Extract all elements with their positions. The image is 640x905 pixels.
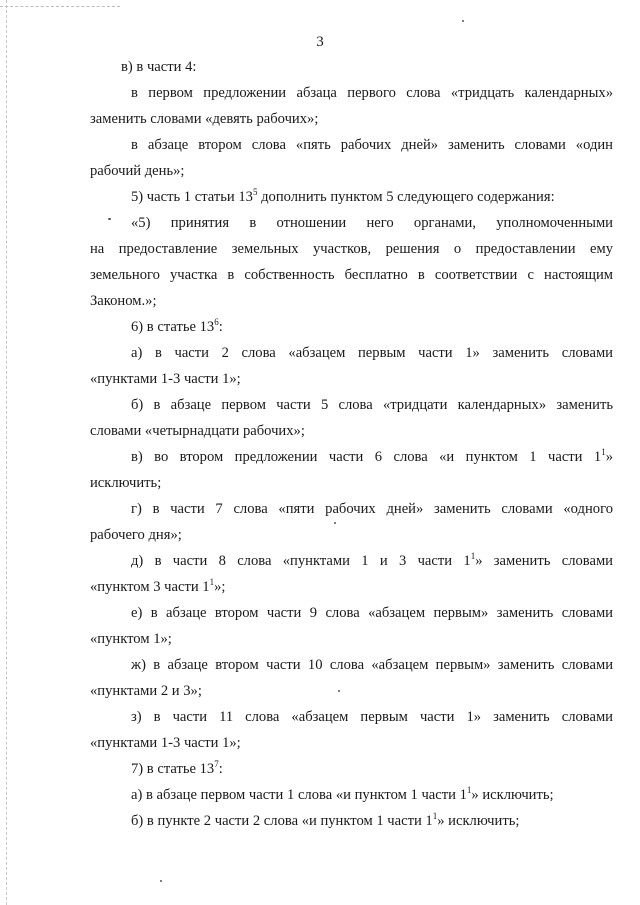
text-line: рабочего дня»; — [90, 527, 182, 543]
text-line: 6) в статье $13^6$: — [131, 317, 223, 335]
text-line: рабочий день»; — [90, 163, 185, 179]
text-line: 5) часть 1 статьи $13^5$ дополнить пунктом 5 следующего содержания: — [131, 187, 555, 205]
text-line: а) в абзаце первом части 1 слова «и пунктом 1 части $1^1$» исключить; — [131, 785, 554, 803]
text-line: на предоставление земельных участков, решения о предоставлении ему — [90, 241, 613, 257]
scan-speck — [108, 218, 111, 220]
text-line: в) во втором предложении части 6 слова «и пунктом 1 части $1^1$» — [131, 447, 613, 465]
text-line: 7) в статье $13^7$: — [131, 759, 223, 777]
text-line: словами «четырнадцати рабочих»; — [90, 423, 305, 439]
scan-edge-top — [0, 6, 120, 8]
text-line: «пунктом 3 части $1^1$»; — [90, 577, 226, 595]
scan-speck — [338, 690, 340, 692]
text-line: з) в части 11 слова «абзацем первым части 1» заменить словами — [131, 709, 613, 725]
text-line: е) в абзаце втором части 9 слова «абзацем первым» заменить словами — [131, 605, 613, 621]
text-line: исключить; — [90, 475, 162, 491]
text-line: в) в части 4: — [121, 59, 197, 75]
text-line: «пунктом 1»; — [90, 631, 172, 647]
page-number: 3 — [316, 34, 324, 50]
text-line: б) в пункте 2 части 2 слова «и пунктом 1 части $1^1$» исключить; — [131, 811, 520, 829]
text-line: в абзаце втором слова «пять рабочих дней» заменить словами «один — [131, 137, 613, 153]
scan-speck — [334, 522, 336, 524]
scan-edge-left — [6, 0, 8, 905]
text-line: «5) принятия в отношении него органами, уполномоченными — [131, 215, 613, 231]
text-line: «пунктами 2 и 3»; — [90, 683, 202, 699]
scan-speck — [462, 20, 464, 22]
text-line: г) в части 7 слова «пяти рабочих дней» заменить словами «одного — [131, 501, 613, 517]
text-line: «пунктами 1-3 части 1»; — [90, 371, 241, 387]
text-line: а) в части 2 слова «абзацем первым части 1» заменить словами — [131, 345, 613, 361]
text-line: заменить словами «девять рабочих»; — [90, 111, 319, 127]
scan-speck — [160, 880, 162, 882]
text-line: Законом.»; — [90, 293, 157, 309]
text-line: б) в абзаце первом части 5 слова «тридцати календарных» заменить — [131, 397, 613, 413]
text-line: земельного участка в собственность бесплатно в соответствии с настоящим — [90, 267, 613, 283]
text-line: ж) в абзаце втором части 10 слова «абзацем первым» заменить словами — [131, 657, 613, 673]
text-line: «пунктами 1-3 части 1»; — [90, 735, 241, 751]
text-line: в первом предложении абзаца первого слова «тридцать календарных» — [131, 85, 613, 101]
text-line: д) в части 8 слова «пунктами 1 и 3 части $1^1$» заменить словами — [131, 551, 613, 569]
